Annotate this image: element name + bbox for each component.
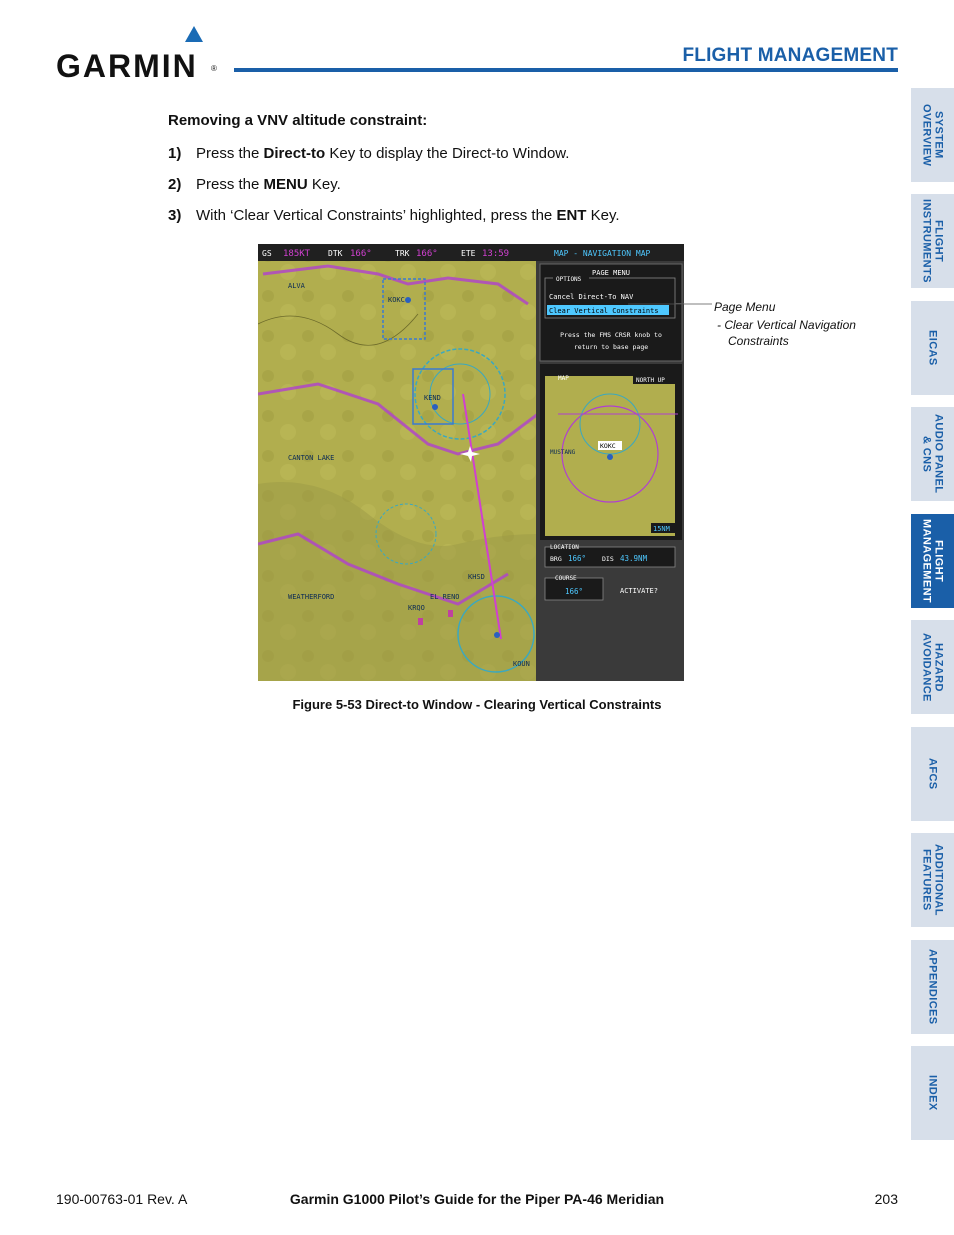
orientation-label: NORTH UP: [636, 377, 665, 384]
figure-caption: Figure 5-53 Direct-to Window - Clearing Vertical Constraints: [292, 697, 662, 712]
tab-label: AUDIO PANEL & CNS: [920, 414, 945, 494]
map-label: KRQO: [408, 604, 425, 612]
step-number: 1): [168, 145, 182, 162]
trk-value: 166°: [416, 249, 438, 259]
tab-label: FLIGHT INSTRUMENTS: [920, 199, 945, 283]
mfd-screenshot: [258, 244, 684, 681]
step-number: 2): [168, 176, 182, 193]
tab-eicas[interactable]: [911, 301, 954, 395]
tab-flight-management[interactable]: [911, 514, 954, 608]
dis-value: 43.9NM: [620, 554, 648, 563]
callout-sub-line-2: Constraints: [728, 334, 789, 348]
tab-appendices[interactable]: [911, 940, 954, 1034]
step-1: [168, 145, 569, 162]
map-label: KHSD: [468, 573, 485, 581]
tab-label: ADDITIONAL FEATURES: [920, 844, 945, 916]
tab-flight-instruments[interactable]: [911, 194, 954, 288]
map-label: EL RENO: [430, 593, 460, 601]
step-text-pre: With ‘Clear Vertical Constraints’ highlighted, press the: [196, 207, 557, 224]
tab-label: SYSTEM OVERVIEW: [920, 103, 945, 167]
logo-registered: ®: [211, 64, 217, 73]
menu-hint-1: Press the FMS CRSR knob to: [560, 331, 662, 339]
section-title: FLIGHT MANAGEMENT: [682, 45, 898, 66]
step-text-pre: Press the: [196, 145, 264, 162]
page-title: MAP - NAVIGATION MAP: [554, 249, 651, 258]
callout-title: Page Menu: [714, 300, 776, 314]
menu-item-cancel: Cancel Direct-To NAV: [549, 293, 634, 301]
dis-label: DIS: [602, 555, 614, 563]
step-key: Direct-to: [263, 145, 326, 162]
step-text-post: Key.: [586, 207, 620, 224]
tab-label: FLIGHT MANAGEMENT: [920, 518, 945, 604]
menu-hint-2: return to base page: [573, 343, 649, 351]
tab-hazard-avoidance[interactable]: [911, 620, 954, 714]
inset-place: MUSTANG: [550, 449, 576, 456]
tab-label: APPENDICES: [926, 949, 939, 1025]
step-2: [168, 176, 341, 193]
activate-prompt: ACTIVATE?: [620, 587, 658, 595]
callout-sub: [717, 317, 856, 349]
garmin-logo: [56, 26, 221, 84]
doc-title: Garmin G1000 Pilot’s Guide for the Piper PA-46 Meridian: [289, 1191, 665, 1207]
map-label: CANTON LAKE: [288, 454, 335, 462]
brg-value: 166°: [568, 554, 587, 563]
tab-index[interactable]: [911, 1046, 954, 1140]
tab-afcs[interactable]: [911, 727, 954, 821]
trk-label: TRK: [395, 249, 410, 258]
tab-additional-features[interactable]: [911, 833, 954, 927]
inset-waypoint: KOKC: [600, 442, 616, 450]
dtk-value: 166°: [350, 249, 372, 259]
step-text-post: Key to display the Direct-to Window.: [325, 145, 570, 162]
course-label: COURSE: [555, 575, 577, 582]
course-value: 166°: [565, 587, 584, 596]
procedure-title: Removing a VNV altitude constraint:: [168, 112, 428, 129]
map-label: ALVA: [288, 282, 305, 290]
step-key: ENT: [556, 207, 587, 224]
dtk-label: DTK: [328, 249, 343, 258]
map-label: KOUN: [513, 660, 530, 668]
inset-map-label: MAP: [558, 375, 569, 382]
tab-system-overview[interactable]: [911, 88, 954, 182]
header-rule: [234, 68, 898, 72]
step-text-post: Key.: [307, 176, 341, 193]
brg-label: BRG: [550, 555, 562, 563]
page-number: 203: [874, 1191, 898, 1207]
step-key: MENU: [263, 176, 308, 193]
tab-audio-panel-cns[interactable]: [911, 407, 954, 501]
callout-leader: [684, 302, 714, 314]
gs-value: 185KT: [283, 249, 311, 259]
map-label: KEND: [424, 394, 441, 402]
callout-sub-line-1: - Clear Vertical Navigation: [717, 318, 856, 332]
location-label: LOCATION: [550, 544, 579, 551]
menu-title: PAGE MENU: [592, 269, 630, 277]
tab-label: EICAS: [926, 330, 939, 366]
gs-label: GS: [262, 249, 272, 258]
tab-label: HAZARD AVOIDANCE: [920, 632, 945, 702]
ete-label: ETE: [461, 249, 476, 258]
inset-range: 15NM: [653, 525, 670, 533]
doc-number: 190-00763-01 Rev. A: [56, 1191, 188, 1207]
tab-label: AFCS: [926, 758, 939, 790]
options-label: OPTIONS: [556, 276, 582, 283]
menu-item-clear: Clear Vertical Constraints: [549, 307, 659, 315]
map-label: WEATHERFORD: [288, 593, 335, 601]
logo-triangle-icon: [185, 26, 203, 42]
step-text-pre: Press the: [196, 176, 264, 193]
step-number: 3): [168, 207, 182, 224]
step-3: [168, 207, 620, 224]
logo-text: GARMIN: [56, 48, 198, 84]
map-label: KOKC: [388, 296, 405, 304]
tab-label: INDEX: [926, 1075, 939, 1111]
ete-value: 13:59: [482, 249, 510, 259]
